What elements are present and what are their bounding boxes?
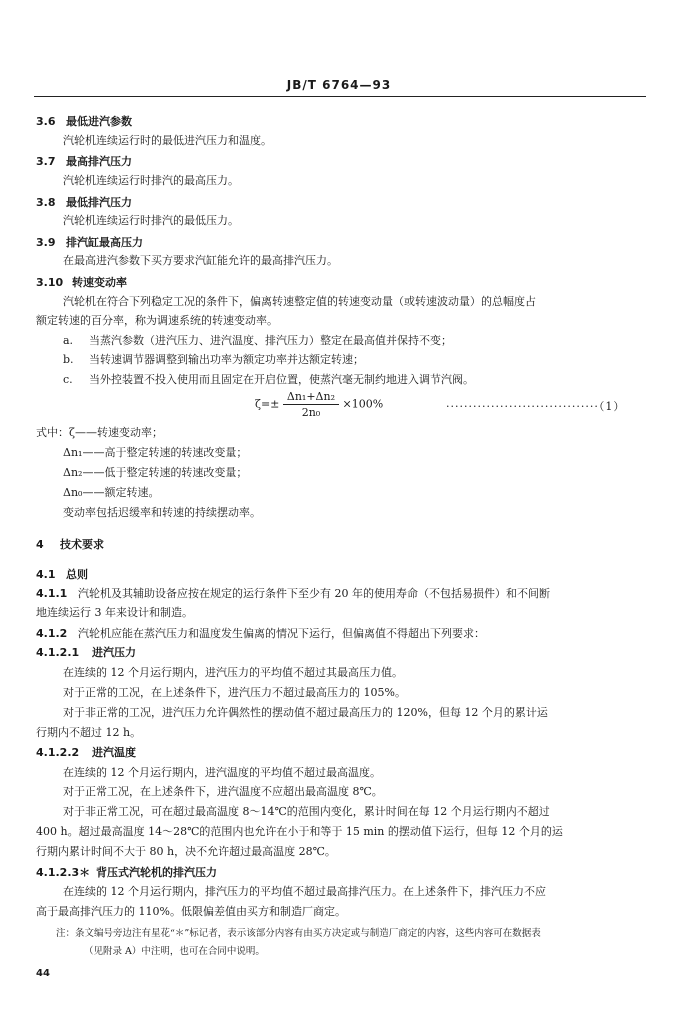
formula-fraction bbox=[283, 390, 339, 419]
clause-4-1-1-number: 4.1.1 bbox=[36, 587, 68, 600]
heading-4 bbox=[36, 538, 104, 552]
definition-dn1: Δn₁——高于整定转速的转速改变量； bbox=[63, 446, 248, 459]
list-item-c-text: 当外控装置不投入使用而且固定在开启位置，使蒸汽毫无制约地进入调节汽阀。 bbox=[89, 373, 474, 386]
list-item-b bbox=[63, 353, 364, 367]
header-rule bbox=[34, 96, 646, 97]
heading-4-1-number: 4.1 bbox=[36, 568, 56, 581]
definition-dn2: Δn₂——低于整定转速的转速改变量； bbox=[63, 466, 248, 479]
heading-3-10-number: 3.10 bbox=[36, 276, 64, 289]
heading-3-8-title: 最低排汽压力 bbox=[66, 196, 132, 209]
heading-3-7-number: 3.7 bbox=[36, 155, 56, 168]
heading-3-8 bbox=[36, 196, 132, 210]
text-4-1-2-1-line-1: 在连续的 12 个月运行期内，进汽压力的平均值不超过其最高压力值。 bbox=[63, 666, 403, 679]
heading-4-1-2-3-title: 背压式汽轮机的排汽压力 bbox=[96, 866, 217, 879]
heading-3-6-title: 最低进汽参数 bbox=[66, 115, 132, 128]
text-3-6: 汽轮机连续运行时的最低进汽压力和温度。 bbox=[63, 134, 272, 147]
heading-4-1-2-3-number: 4.1.2.3＊ bbox=[36, 866, 91, 879]
formula-speed-variation bbox=[255, 390, 383, 419]
formula-equation-number: （1） bbox=[598, 400, 626, 413]
heading-4-1-2-3 bbox=[36, 866, 217, 880]
heading-4-1-2-1-number: 4.1.2.1 bbox=[36, 646, 80, 659]
text-3-9: 在最高进汽参数下买方要求汽缸能允许的最高排汽压力。 bbox=[63, 254, 338, 267]
text-4-1-2-2-line-4: 400 h。超过最高温度 14～28℃的范围内也允许在小于和等于 15 min 的摆动值下运行，但每 12 个月的运 bbox=[36, 825, 563, 838]
text-4-1-2-2-line-5: 行期内累计时间不大于 80 h，决不允许超过最高温度 28℃。 bbox=[36, 845, 336, 858]
formula-leader bbox=[446, 398, 625, 414]
heading-3-7-title: 最高排汽压力 bbox=[66, 155, 132, 168]
text-4-1-2-3-line-1: 在连续的 12 个月运行期内，排汽压力的平均值不超过最高排汽压力。在上述条件下，排汽压力不应 bbox=[63, 885, 546, 898]
text-4-1-2-1-line-3: 对于非正常的工况，进汽压力允许偶然性的摆动值不超过最高压力的 120%，但每 12 个月的累计运 bbox=[63, 706, 548, 719]
heading-4-number: 4 bbox=[36, 538, 44, 551]
text-4-1-2-1-line-4: 行期内不超过 12 h。 bbox=[36, 726, 142, 739]
text-3-10-closing: 变动率包括迟缓率和转速的持续摆动率。 bbox=[63, 506, 261, 519]
list-item-b-text: 当转速调节器调整到输出功率为额定功率并达额定转速； bbox=[89, 353, 364, 366]
text-4-1-1-line-2: 地连续运行 3 年来设计和制造。 bbox=[36, 606, 193, 619]
page-number: 44 bbox=[36, 968, 50, 979]
heading-3-9-number: 3.9 bbox=[36, 236, 56, 249]
heading-3-8-number: 3.8 bbox=[36, 196, 56, 209]
where-line: 式中：ζ——转速变动率； bbox=[36, 426, 163, 439]
heading-3-10 bbox=[36, 276, 127, 290]
heading-3-6 bbox=[36, 115, 132, 129]
formula-lhs: ζ=± bbox=[255, 397, 280, 411]
clause-4-1-2-text: 汽轮机应能在蒸汽压力和温度发生偏离的情况下运行，但偏离值不得超出下列要求： bbox=[78, 627, 485, 640]
heading-3-9-title: 排汽缸最高压力 bbox=[66, 236, 143, 249]
standard-header: JB/T 6764—93 bbox=[286, 78, 392, 92]
formula-rhs: ×100% bbox=[342, 397, 384, 411]
text-4-1-2-2-line-2: 对于正常工况，在上述条件下，进汽温度不应超出最高温度 8℃。 bbox=[63, 785, 383, 798]
text-4-1-2-2-line-3: 对于非正常工况，可在超过最高温度 8～14℃的范围内变化，累计时间在每 12 个月运行期内不超过 bbox=[63, 805, 550, 818]
text-3-8: 汽轮机连续运行时排汽的最低压力。 bbox=[63, 214, 239, 227]
list-item-a bbox=[63, 334, 452, 348]
text-4-1-2-3-line-2: 高于最高排汽压力的 110%。低限偏差值由买方和制造厂商定。 bbox=[36, 905, 346, 918]
text-4-1-1-line-1 bbox=[36, 587, 550, 601]
footnote-line-2: （见附录 A）中注明，也可在合同中说明。 bbox=[84, 946, 265, 957]
heading-4-1-2-2-number: 4.1.2.2 bbox=[36, 746, 80, 759]
text-3-7: 汽轮机连续运行时排汽的最高压力。 bbox=[63, 174, 239, 187]
list-item-c-mark: c. bbox=[63, 373, 73, 386]
clause-4-1-1-text: 汽轮机及其辅助设备应按在规定的运行条件下至少有 20 年的使用寿命（不包括易损件）和不间断 bbox=[78, 587, 550, 600]
heading-3-9 bbox=[36, 236, 143, 250]
formula-denominator: 2n₀ bbox=[301, 406, 321, 419]
heading-4-1 bbox=[36, 568, 88, 582]
formula-numerator: Δn₁+Δn₂ bbox=[283, 390, 339, 405]
list-item-b-mark: b. bbox=[63, 353, 74, 366]
text-3-10-line-2: 额定转速的百分率，称为调速系统的转速变动率。 bbox=[36, 314, 278, 327]
heading-3-10-title: 转速变动率 bbox=[72, 276, 127, 289]
definition-dn0: Δn₀——额定转速。 bbox=[63, 486, 160, 499]
heading-4-1-2-1 bbox=[36, 646, 136, 660]
heading-4-1-2-2 bbox=[36, 746, 136, 760]
text-4-1-2-1-line-2: 对于正常的工况，在上述条件下，进汽压力不超过最高压力的 105%。 bbox=[63, 686, 406, 699]
clause-4-1-2-number: 4.1.2 bbox=[36, 627, 68, 640]
text-3-10-line-1: 汽轮机在符合下列稳定工况的条件下，偏离转速整定值的转速变动量（或转速波动量）的总幅度占 bbox=[63, 295, 536, 308]
heading-3-6-number: 3.6 bbox=[36, 115, 56, 128]
list-item-c bbox=[63, 373, 474, 387]
heading-4-1-2-2-title: 进汽温度 bbox=[92, 746, 136, 759]
footnote-line-1: 注：条文编号旁边注有星花“＊”标记者，表示该部分内容有由买方决定或与制造厂商定的内容，这些内容可在数据表 bbox=[56, 928, 541, 939]
text-4-1-2 bbox=[36, 627, 485, 641]
formula-dots: ·································· bbox=[446, 400, 599, 413]
heading-4-title: 技术要求 bbox=[60, 538, 104, 551]
list-item-a-mark: a. bbox=[63, 334, 74, 347]
heading-4-1-title: 总则 bbox=[66, 568, 88, 581]
text-4-1-2-2-line-1: 在连续的 12 个月运行期内，进汽温度的平均值不超过最高温度。 bbox=[63, 766, 381, 779]
list-item-a-text: 当蒸汽参数（进汽压力、进汽温度、排汽压力）整定在最高值并保持不变； bbox=[89, 334, 452, 347]
heading-3-7 bbox=[36, 155, 132, 169]
heading-4-1-2-1-title: 进汽压力 bbox=[92, 646, 136, 659]
